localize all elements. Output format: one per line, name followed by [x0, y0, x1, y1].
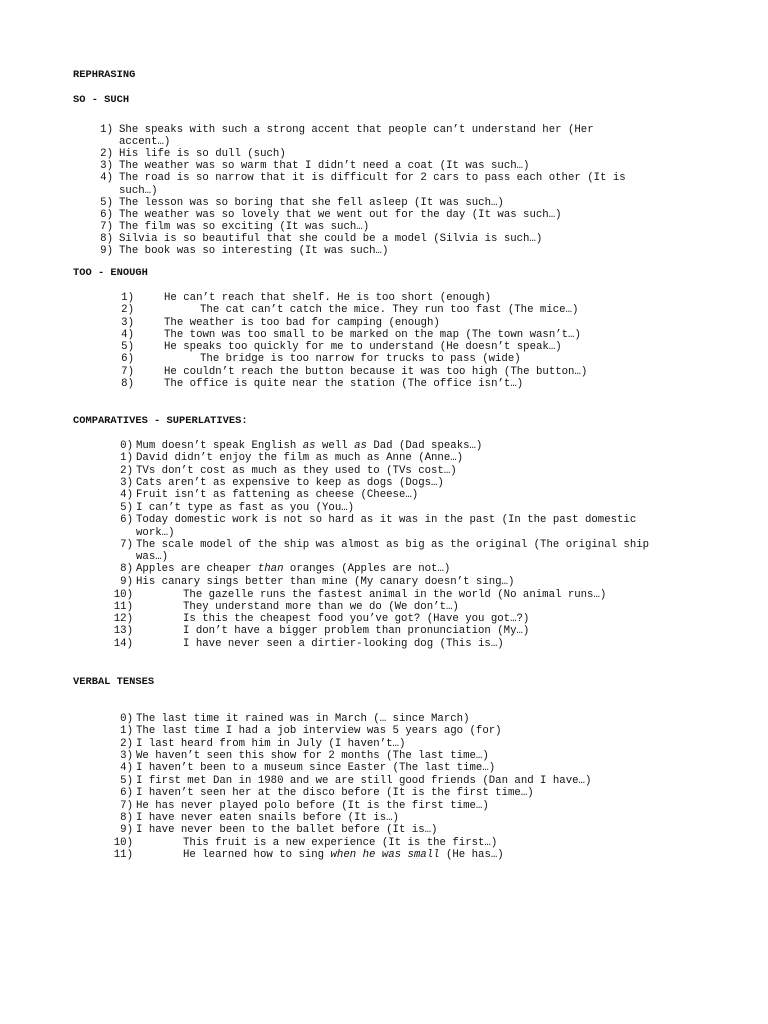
- item-number: 4): [100, 172, 113, 184]
- item-text: [183, 849, 504, 861]
- item-number: 6): [120, 787, 133, 799]
- item-number: 7): [100, 221, 113, 233]
- item-number: 0): [120, 713, 133, 725]
- item-text: David didn’t enjoy the film as much as Anne (Anne…): [136, 452, 464, 464]
- item-number: 5): [100, 197, 113, 209]
- item-number: 2): [100, 148, 113, 160]
- text-run: Apples are cheaper: [136, 563, 258, 575]
- item-text: [136, 440, 482, 452]
- item-number: 10): [113, 589, 133, 601]
- item-number: 4): [120, 489, 133, 501]
- item-number: 10): [113, 837, 133, 849]
- item-text: They understand more than we do (We don’t…): [183, 601, 459, 613]
- item-text-continued: was…): [136, 551, 169, 563]
- item-text: Is this the cheapest food you’ve got? (Have you got…?): [183, 613, 530, 625]
- item-number: 1): [121, 292, 134, 304]
- item-text: I haven’t been to a museum since Easter (The last time…): [136, 762, 496, 774]
- item-number: 8): [121, 378, 134, 390]
- text-run: well: [315, 440, 355, 452]
- item-text: I can’t type as fast as you (You…): [136, 502, 355, 514]
- item-number: 11): [113, 601, 133, 613]
- item-text: I haven’t seen her at the disco before (It is the first time…): [136, 787, 534, 799]
- section-heading: COMPARATIVES - SUPERLATIVES:: [73, 415, 248, 427]
- section-heading: VERBAL TENSES: [73, 676, 155, 688]
- item-text: Fruit isn’t as fattening as cheese (Cheese…): [136, 489, 419, 501]
- item-text: I last heard from him in July (I haven’t…): [136, 738, 406, 750]
- item-number: 5): [121, 341, 134, 353]
- item-text-continued: such…): [119, 185, 158, 197]
- item-text: His canary sings better than mine (My canary doesn’t sing…): [136, 576, 515, 588]
- item-number: 2): [121, 304, 134, 316]
- item-text: I first met Dan in 1980 and we are still good friends (Dan and I have…): [136, 775, 592, 787]
- item-number: 1): [120, 452, 133, 464]
- item-text: The lesson was so boring that she fell asleep (It was such…): [119, 197, 504, 209]
- italic-text: as: [302, 440, 316, 452]
- item-number: 5): [120, 775, 133, 787]
- italic-text: when he was small: [330, 849, 440, 861]
- item-text-continued: work…): [136, 527, 175, 539]
- item-text: The weather was so warm that I didn’t need a coat (It was such…): [119, 160, 530, 172]
- item-number: 3): [100, 160, 113, 172]
- item-number: 9): [120, 576, 133, 588]
- section-heading: TOO - ENOUGH: [73, 267, 148, 279]
- item-text: The road is so narrow that it is difficult for 2 cars to pass each other (It is: [119, 172, 626, 184]
- item-text: Silvia is so beautiful that she could be a model (Silvia is such…): [119, 233, 543, 245]
- item-number: 4): [120, 762, 133, 774]
- item-number: 7): [120, 539, 133, 551]
- item-text: The bridge is too narrow for trucks to pass (wide): [200, 353, 521, 365]
- item-text: He can’t reach that shelf. He is too short (enough): [164, 292, 492, 304]
- item-number: 1): [100, 124, 113, 136]
- section-heading: SO - SUCH: [73, 94, 130, 106]
- item-number: 3): [120, 750, 133, 762]
- item-number: 6): [100, 209, 113, 221]
- text-run: Dad (Dad speaks…): [366, 440, 483, 452]
- item-text: He couldn’t reach the button because it was too high (The button…): [164, 366, 588, 378]
- item-text: Cats aren’t as expensive to keep as dogs (Dogs…): [136, 477, 444, 489]
- item-text: He speaks too quickly for me to understand (He doesn’t speak…): [164, 341, 562, 353]
- item-number: 3): [120, 477, 133, 489]
- item-number: 6): [120, 514, 133, 526]
- item-text: The weather was so lovely that we went out for the day (It was such…): [119, 209, 562, 221]
- item-number: 8): [120, 812, 133, 824]
- item-text: [136, 563, 450, 575]
- document-title: REPHRASING: [73, 69, 136, 81]
- item-number: 3): [121, 317, 134, 329]
- item-number: 2): [120, 738, 133, 750]
- item-number: 13): [113, 625, 133, 637]
- item-text: This fruit is a new experience (It is the first…): [183, 837, 498, 849]
- item-number: 0): [120, 440, 133, 452]
- item-text: The weather is too bad for camping (enough): [164, 317, 440, 329]
- item-number: 8): [120, 563, 133, 575]
- item-text: TVs don’t cost as much as they used to (TVs cost…): [136, 465, 457, 477]
- item-text: The last time it rained was in March (… since March): [136, 713, 470, 725]
- item-number: 2): [120, 465, 133, 477]
- item-number: 6): [121, 353, 134, 365]
- item-text: We haven’t seen this show for 2 months (The last time…): [136, 750, 489, 762]
- text-run: Mum doesn’t speak English: [136, 440, 303, 452]
- item-text: I have never been to the ballet before (It is…): [136, 824, 438, 836]
- item-number: 5): [120, 502, 133, 514]
- item-number: 9): [100, 245, 113, 257]
- item-number: 1): [120, 725, 133, 737]
- item-text: I have never eaten snails before (It is…): [136, 812, 399, 824]
- item-number: 12): [113, 613, 133, 625]
- italic-text: than: [257, 563, 284, 575]
- item-number: 7): [121, 366, 134, 378]
- text-run: (He has…): [439, 849, 504, 861]
- item-number: 8): [100, 233, 113, 245]
- item-text: I have never seen a dirtier-looking dog (This is…): [183, 638, 504, 650]
- item-number: 11): [113, 849, 133, 861]
- item-text: The cat can’t catch the mice. They run too fast (The mice…): [200, 304, 579, 316]
- text-run: He learned how to sing: [183, 849, 331, 861]
- italic-text: as: [354, 440, 367, 452]
- item-text: His life is so dull (such): [119, 148, 286, 160]
- item-number: 7): [120, 800, 133, 812]
- item-text: The last time I had a job interview was 5 years ago (for): [136, 725, 502, 737]
- item-text-continued: accent…): [119, 136, 171, 148]
- text-run: oranges (Apples are not…): [283, 563, 451, 575]
- item-number: 4): [121, 329, 134, 341]
- item-number: 14): [113, 638, 133, 650]
- item-text: She speaks with such a strong accent that people can’t understand her (Her: [119, 124, 594, 136]
- item-text: The film was so exciting (It was such…): [119, 221, 370, 233]
- item-text: The gazelle runs the fastest animal in the world (No animal runs…): [183, 589, 607, 601]
- item-text: Today domestic work is not so hard as it was in the past (In the past domestic: [136, 514, 637, 526]
- item-text: I don’t have a bigger problem than pronunciation (My…): [183, 625, 530, 637]
- item-text: The town was too small to be marked on the map (The town wasn’t…): [164, 329, 581, 341]
- item-number: 9): [120, 824, 133, 836]
- item-text: The office is quite near the station (The office isn’t…): [164, 378, 524, 390]
- item-text: The scale model of the ship was almost as big as the original (The original ship: [136, 539, 650, 551]
- item-text: The book was so interesting (It was such…): [119, 245, 389, 257]
- item-text: He has never played polo before (It is the first time…): [136, 800, 489, 812]
